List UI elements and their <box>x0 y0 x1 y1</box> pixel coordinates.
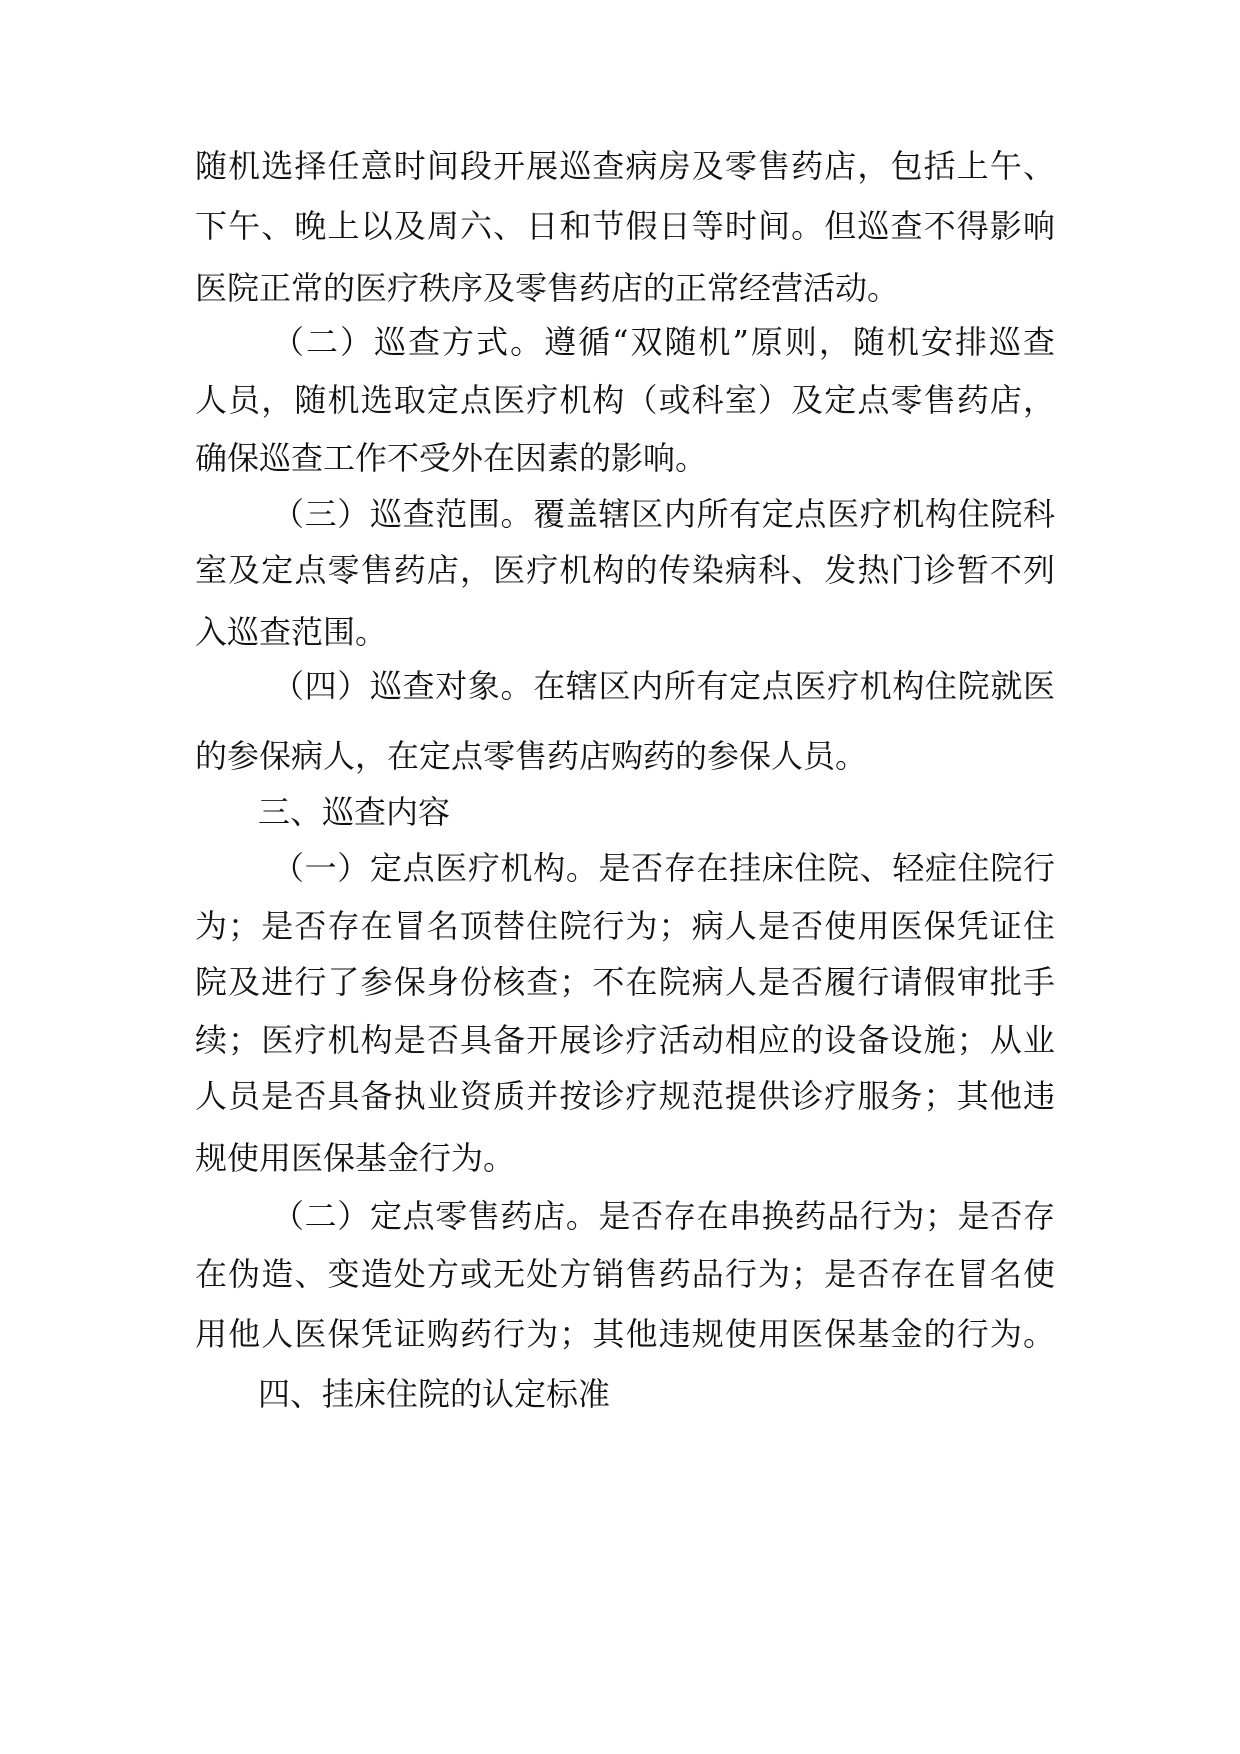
text-line-9: 入巡查范围。 <box>195 613 388 651</box>
text-line-4: （二）巡查方式。遵循“双随机”原则，随机安排巡查 <box>272 323 1055 361</box>
text-line-6: 确保巡查工作不受外在因素的影响。 <box>195 439 708 477</box>
text-line-18: 规使用医保基金行为。 <box>195 1139 516 1177</box>
text-line-16: 续；医疗机构是否具备开展诊疗活动相应的设备设施；从业 <box>195 1021 1055 1059</box>
text-line-2: 下午、晚上以及周六、日和节假日等时间。但巡查不得影响 <box>195 207 1055 245</box>
text-line-10: （四）巡查对象。在辖区内所有定点医疗机构住院就医 <box>272 667 1055 705</box>
section-heading-3: 三、巡查内容 <box>258 793 451 831</box>
text-line-15: 院及进行了参保身份核查；不在院病人是否履行请假审批手 <box>195 963 1055 1001</box>
text-line-5: 人员，随机选取定点医疗机构（或科室）及定点零售药店， <box>195 381 1055 419</box>
text-line-13: （一）定点医疗机构。是否存在挂床住院、轻症住院行 <box>272 849 1055 887</box>
text-line-21: 用他人医保凭证购药行为；其他违规使用医保基金的行为。 <box>195 1315 1055 1353</box>
text-line-14: 为；是否存在冒名顶替住院行为；病人是否使用医保凭证住 <box>195 907 1055 945</box>
text-line-11: 的参保病人，在定点零售药店购药的参保人员。 <box>195 737 868 775</box>
text-line-1: 随机选择任意时间段开展巡查病房及零售药店，包括上午、 <box>195 147 1055 185</box>
section-heading-4: 四、挂床住院的认定标准 <box>258 1375 611 1413</box>
text-line-19: （二）定点零售药店。是否存在串换药品行为；是否存 <box>272 1197 1055 1235</box>
text-line-20: 在伪造、变造处方或无处方销售药品行为；是否存在冒名使 <box>195 1255 1055 1293</box>
text-line-17: 人员是否具备执业资质并按诊疗规范提供诊疗服务；其他违 <box>195 1077 1055 1115</box>
text-line-3: 医院正常的医疗秩序及零售药店的正常经营活动。 <box>195 269 900 307</box>
text-line-8: 室及定点零售药店，医疗机构的传染病科、发热门诊暂不列 <box>195 551 1055 589</box>
text-line-7: （三）巡查范围。覆盖辖区内所有定点医疗机构住院科 <box>272 495 1055 533</box>
